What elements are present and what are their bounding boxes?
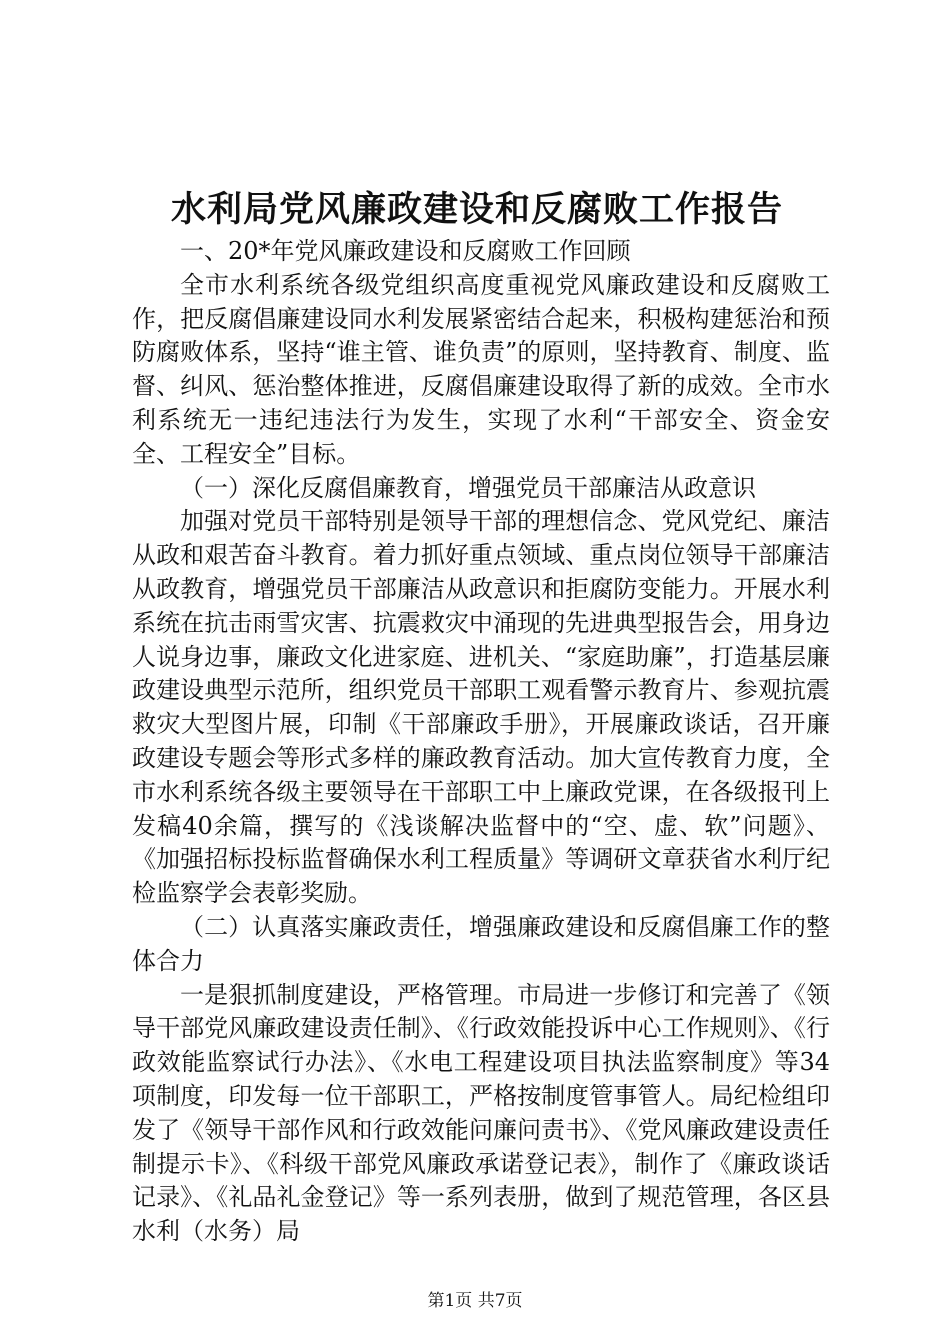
paragraph-overview: 全市水利系统各级党组织高度重视党风廉政建设和反腐败工作，把反腐倡廉建设同水利发展紧密结合起来，积极构建惩治和预防腐败体系，坚持“谁主管、谁负责”的原则，坚持教育、制度、监督、纠风、惩治整体推进，反腐倡廉建设取得了新的成效。全市水利系统无一违纪违法行为发生，实现了水利“干部安全、资金安全、工程安全”目标。 xyxy=(132,270,830,468)
paragraph-education: 加强对党员干部特别是领导干部的理想信念、党风党纪、廉洁从政和艰苦奋斗教育。着力抓好重点领域、重点岗位领导干部廉洁从政教育，增强党员干部廉洁从政意识和拒腐防变能力。开展水利系统在抗击雨雪灾害、抗震救灾中涌现的先进典型报告会，用身边人说身边事，廉政文化进家庭、进机关、“家庭助廉”，打造基层廉政建设典型示范所，组织党员干部职工观看警示教育片、参观抗震救灾大型图片展，印制《干部廉政手册》，开展廉政谈话，召开廉政建设专题会等形式多样的廉政教育活动。加大宣传教育力度，全市水利系统各级主要领导在干部职工中上廉政党课，在各级报刊上发稿40余篇，撰写的《浅谈解决监督中的“空、虚、软”问题》、《加强招标投标监督确保水利工程质量》等调研文章获省水利厅纪检监察学会表彰奖励。 xyxy=(132,507,830,908)
document-body xyxy=(132,235,830,1249)
page-number-footer: 第1页 共7页 xyxy=(427,1291,523,1311)
document-title: 水利局党风廉政建设和反腐败工作报告 xyxy=(170,189,783,230)
subsection-heading-education: （一）深化反腐倡廉教育，增强党员干部廉洁从政意识 xyxy=(180,473,756,502)
section-heading-review: 一、20*年党风廉政建设和反腐败工作回顾 xyxy=(180,237,631,265)
subsection-heading-responsibility: （二）认真落实廉政责任，增强廉政建设和反腐倡廉工作的整体合力 xyxy=(132,912,830,975)
paragraph-responsibility: 一是狠抓制度建设，严格管理。市局进一步修订和完善了《领导干部党风廉政建设责任制》、《行政效能投诉中心工作规则》、《行政效能监察试行办法》、《水电工程建设项目执法监察制度》等34项制度，印发每一位干部职工，严格按制度管事管人。局纪检组印发了《领导干部作风和行政效能问廉问责书》、《党风廉政建设责任制提示卡》、《科级干部党风廉政承诺登记表》，制作了《廉政谈话记录》、《礼品礼金登记》等一系列表册，做到了规范管理，各区县水利（水务）局 xyxy=(132,980,830,1246)
